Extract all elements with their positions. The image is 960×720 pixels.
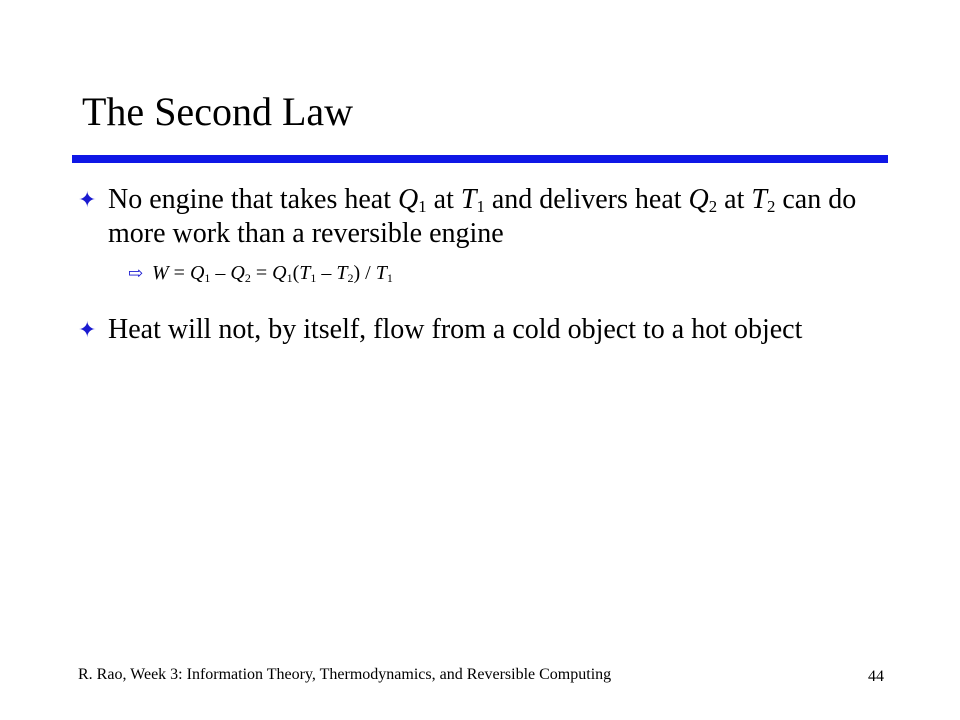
title-underline bbox=[72, 155, 888, 163]
four-point-star-icon: ✦ bbox=[78, 317, 97, 342]
bullet-text-2: Heat will not, by itself, flow from a cold object to a hot object bbox=[108, 314, 803, 345]
four-point-star-icon: ✦ bbox=[78, 187, 97, 212]
bullet-text-1: No engine that takes heat $Q_1$ at $T_1$ and delivers heat $Q_2$ at $T_2$ can do more work than a reversible engine bbox=[108, 184, 857, 249]
slide-title: The Second Law bbox=[82, 89, 354, 134]
page-number: 44 bbox=[868, 668, 884, 685]
outline-right-arrow-icon: ⇨ bbox=[128, 263, 144, 283]
sub-bullet-formula bbox=[128, 259, 393, 287]
bullet-item-2 bbox=[78, 313, 898, 347]
slide-footer: R. Rao, Week 3: Information Theory, Thermodynamics, and Reversible Computing bbox=[78, 666, 612, 683]
bullet-item-1 bbox=[78, 183, 898, 251]
work-formula: $W = Q_1 - Q_2 = Q_1(T_1 - T_2) / T_1$ bbox=[152, 262, 393, 285]
